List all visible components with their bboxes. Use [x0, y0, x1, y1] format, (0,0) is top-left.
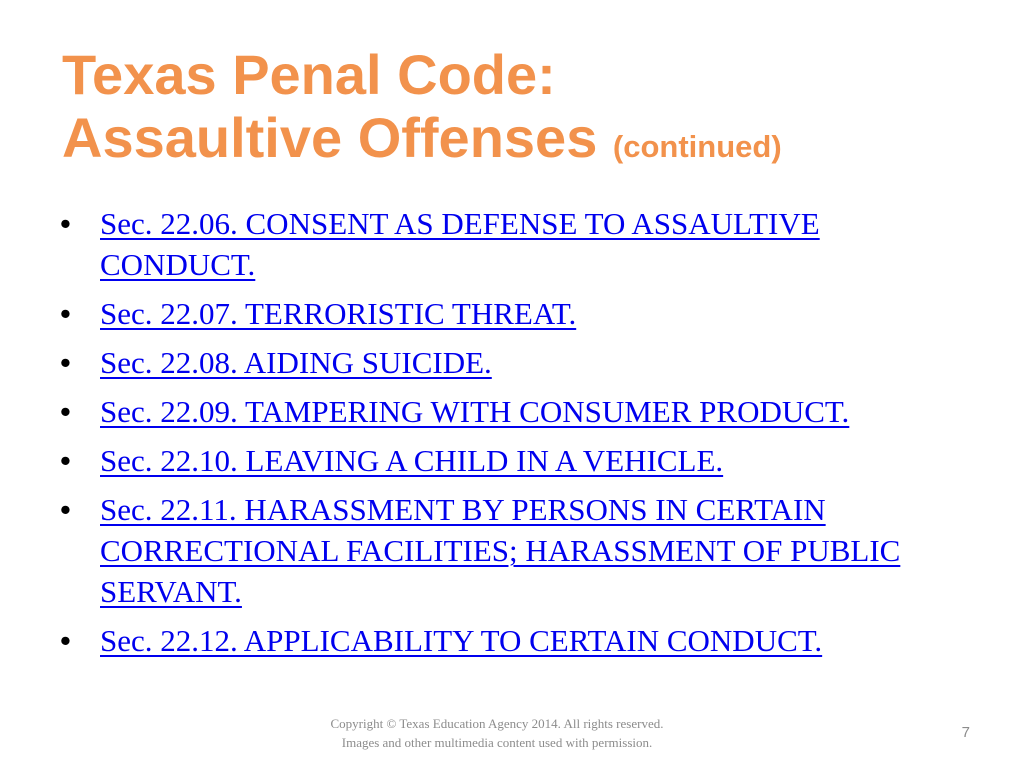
list-item — [60, 391, 960, 432]
section-link-22-11[interactable]: Sec. 22.11. HARASSMENT BY PERSONS IN CERTAIN CORRECTIONAL FACILITIES; HARASSMENT OF PUBLIC SERVANT. — [100, 492, 901, 609]
slide-title — [62, 43, 982, 178]
section-link-22-12[interactable]: Sec. 22.12. APPLICABILITY TO CERTAIN CONDUCT. — [100, 623, 823, 658]
list-item — [60, 203, 960, 285]
section-list — [60, 203, 960, 669]
page-number: 7 — [961, 724, 970, 741]
bullet-icon: • — [60, 296, 71, 331]
section-link-22-07[interactable]: Sec. 22.07. TERRORISTIC THREAT. — [100, 296, 577, 331]
bullet-icon: • — [60, 492, 71, 527]
list-item — [60, 293, 960, 334]
bullet-icon: • — [60, 623, 71, 658]
list-item — [60, 620, 960, 661]
bullet-icon: • — [60, 345, 71, 380]
copyright-footer — [250, 714, 744, 752]
bullet-icon: • — [60, 206, 71, 241]
bullet-icon: • — [60, 394, 71, 429]
title-line-2: Assaultive Offenses — [62, 106, 598, 169]
title-line-1: Texas Penal Code: — [62, 43, 556, 106]
list-item — [60, 440, 960, 481]
section-link-22-08[interactable]: Sec. 22.08. AIDING SUICIDE. — [100, 345, 492, 380]
section-link-22-06[interactable]: Sec. 22.06. CONSENT AS DEFENSE TO ASSAULTIVE CONDUCT. — [100, 206, 820, 282]
bullet-icon: • — [60, 443, 71, 478]
section-link-22-10[interactable]: Sec. 22.10. LEAVING A CHILD IN A VEHICLE. — [100, 443, 724, 478]
permission-line: Images and other multimedia content used with permission. — [341, 735, 653, 750]
section-link-22-09[interactable]: Sec. 22.09. TAMPERING WITH CONSUMER PRODUCT. — [100, 394, 850, 429]
copyright-line: Copyright © Texas Education Agency 2014. All rights reserved. — [330, 716, 664, 731]
list-item — [60, 342, 960, 383]
list-item — [60, 489, 960, 612]
title-suffix: (continued) — [612, 129, 782, 164]
